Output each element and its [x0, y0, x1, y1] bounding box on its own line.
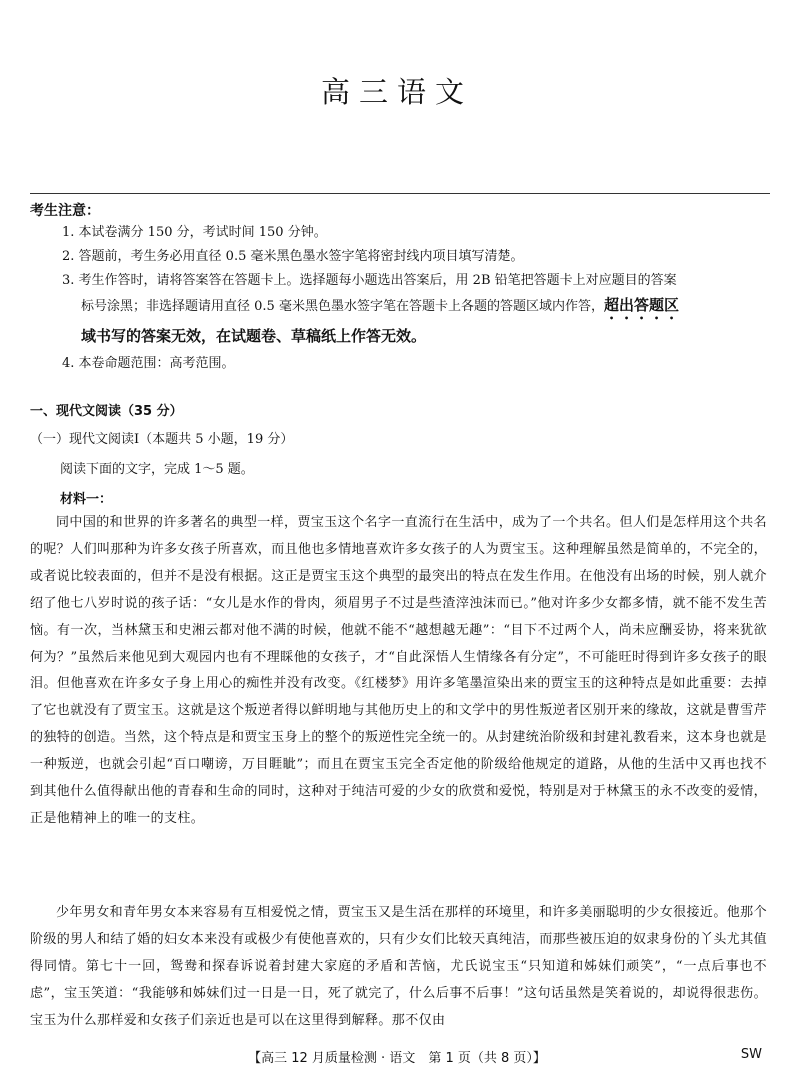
- page-footer: 【高三 12 月质量检测 · 语文 第 1 页（共 8 页）】: [248, 1051, 546, 1066]
- notice-item-3-line2: [62, 293, 774, 323]
- page-title: 高三语文: [320, 75, 473, 109]
- notice-item-3-emphasis-2: 域书写的答案无效，在试题卷、草稿纸上作答无效。: [81, 327, 427, 345]
- subsection-heading: （一）现代文阅读Ⅰ（本题共 5 小题，19 分）: [30, 432, 294, 447]
- notice-item-3: [62, 269, 774, 349]
- reading-instruction: 阅读下面的文字，完成 1～5 题。: [60, 462, 254, 477]
- notice-item-3-emphasis-1: 超出答题区: [603, 296, 679, 314]
- notice-item-2: 2. 答题前，考生务必用直径 0.5 毫米黑色墨水签字笔将密封线内项目填写清楚。: [62, 249, 524, 264]
- notice-item-4: 4. 本卷命题范围：高考范围。: [62, 356, 235, 371]
- footer-code: SW: [740, 1047, 762, 1062]
- section-heading: 一、现代文阅读（35 分）: [30, 404, 183, 419]
- header-divider: [30, 193, 770, 194]
- body-paragraph-1: 同中国的和世界的许多著名的典型一样，贾宝玉这个名字一直流行在生活中，成为了一个共名。但人们是怎样用这个共名的呢？人们叫那种为许多女孩子所喜欢，而且他也多情地喜欢许多女孩子的人为贾宝玉。这种理解虽然是简单的，不完全的，或者说比较表面的，但并不是没有根据。这正是贾宝玉这个典型的最突出的特点在发生作用。在他没有出场的时候，别人就介绍了他七八岁时说的孩子话：“女儿是水作的骨肉，须眉男子不过是些渣滓浊沫而已。”他对许多少女都多情，就不能不发生苦恼。有一次，当林黛玉和史湘云都对他不满的时候，他就不能不“越想越无趣”：“目下不过两个人，尚未应酬妥协，将来犹欲何为？”虽然后来他见到大观园内也有不理睬他的女孩子，才“自此深悟人生情缘各有分定”，不可能旺时得到许多女孩子的眼泪。但他喜欢在许多女子身上用心的痴性并没有改变。《红楼梦》用许多笔墨渲染出来的贾宝玉的这种特点是如此重要：去掉了它也就没有了贾宝玉。这就是这个叛逆者得以鲜明地与其他历史上的和文学中的男性叛逆者区别开来的缘故，这就是曹雪芹的独特的创造。当然，这个特点是和贾宝玉身上的整个的叛逆性完全统一的。从封建统治阶级和封建礼教看来，这本身也就是一种叛逆，也就会引起“百口嘲谤，万目睚眦”；而且在贾宝玉完全否定他的阶级给他规定的道路，从他的生活中又再也找不到其他什么值得献出他的青春和生命的同时，这种对于纯洁可爱的少女的欣赏和爱悦，特别是对于林黛玉的永不改变的爱情，正是他精神上的唯一的支柱。: [30, 515, 768, 826]
- notice-heading: 考生注意：: [30, 203, 100, 219]
- material-label: 材料一：: [60, 492, 113, 507]
- body-paragraph-2: 少年男女和青年男女本来容易有互相爱悦之情，贾宝玉又是生活在那样的环境里，和许多美丽聪明的少女很接近。他那个阶级的男人和结了婚的妇女本来没有或极少有使他喜欢的，只有少女们比较天真纯洁，而那些被压迫的奴隶身份的丫头尤其值得同情。第七十一回，鸳鸯和探春诉说着封建大家庭的矛盾和苦恼，尤氏说宝玉“只知道和姊妹们顽笑”，“一点后事也不虑”，宝玉笑道：“我能够和姊妹们过一日是一日，死了就完了，什么后事不后事！”这句话虽然是笑着说的，却说得很悲伤。宝玉为什么那样爱和女孩子们亲近也是可以在这里得到解释。那不仅由: [30, 905, 768, 1028]
- notice-item-3-line1: 3. 考生作答时，请将答案答在答题卡上。选择题每小题选出答案后，用 2B 铅笔把答题卡上对应题目的答案: [62, 273, 677, 288]
- notice-item-3-text: 标号涂黑；非选择题请用直径 0.5 毫米黑色墨水签字笔在答题卡上各题的答题区域内作答，: [81, 299, 604, 314]
- notice-item-1: 1. 本试卷满分 150 分，考试时间 150 分钟。: [62, 225, 327, 240]
